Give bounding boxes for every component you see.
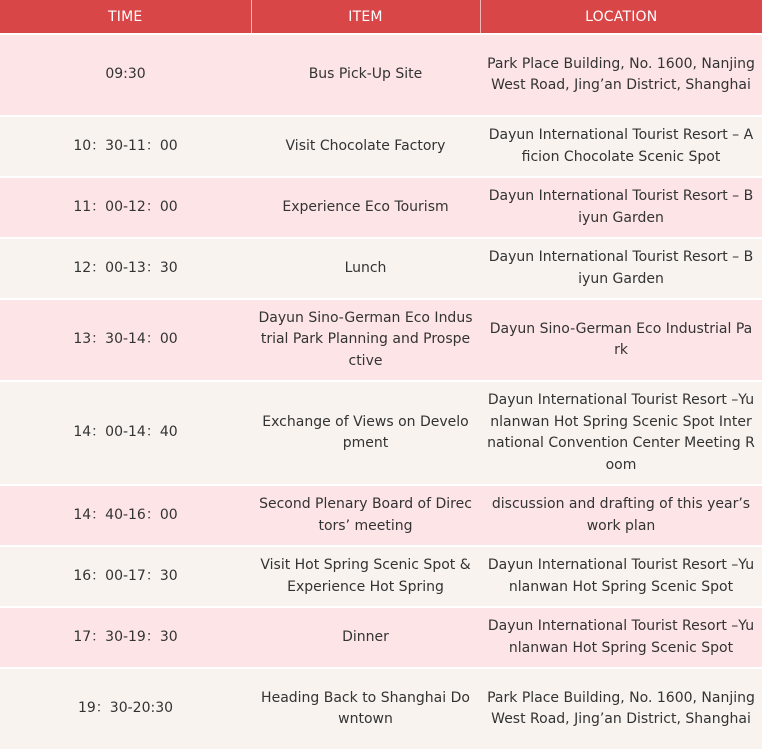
item-cell: Visit Hot Spring Scenic Spot & Experience Hot Spring	[251, 546, 480, 607]
table-row	[0, 34, 762, 116]
item-cell: Exchange of Views on Development	[251, 381, 480, 485]
item-cell: Experience Eco Tourism	[251, 177, 480, 238]
time-cell: 11：00-12：00	[0, 177, 251, 238]
table-row	[0, 177, 762, 238]
header-row	[0, 0, 762, 34]
item-cell: Lunch	[251, 238, 480, 299]
time-cell: 09:30	[0, 34, 251, 116]
time-cell: 17：30-19：30	[0, 607, 251, 668]
header-item: ITEM	[251, 0, 480, 34]
item-cell: Bus Pick-Up Site	[251, 34, 480, 116]
time-cell: 14：00-14：40	[0, 381, 251, 485]
location-cell: discussion and drafting of this year’s work plan	[480, 485, 762, 546]
header-time: TIME	[0, 0, 251, 34]
location-cell: Dayun International Tourist Resort – Aficion Chocolate Scenic Spot	[480, 116, 762, 177]
location-cell: Dayun International Tourist Resort – Biyun Garden	[480, 238, 762, 299]
location-cell: Park Place Building, No. 1600, Nanjing West Road, Jing’an District, Shanghai	[480, 34, 762, 116]
time-cell: 13：30-14：00	[0, 299, 251, 381]
item-cell: Second Plenary Board of Directors’ meeting	[251, 485, 480, 546]
time-cell: 19：30-20:30	[0, 668, 251, 749]
location-cell: Dayun International Tourist Resort –Yunlanwan Hot Spring Scenic Spot	[480, 546, 762, 607]
location-cell: Dayun International Tourist Resort – Biyun Garden	[480, 177, 762, 238]
table-row	[0, 607, 762, 668]
time-cell: 14：40-16：00	[0, 485, 251, 546]
item-cell: Heading Back to Shanghai Downtown	[251, 668, 480, 749]
table-row	[0, 238, 762, 299]
location-cell: Park Place Building, No. 1600, Nanjing West Road, Jing’an District, Shanghai	[480, 668, 762, 749]
location-cell: Dayun International Tourist Resort –Yunlanwan Hot Spring Scenic Spot International Convention Center Meeting Room	[480, 381, 762, 485]
time-cell: 12：00-13：30	[0, 238, 251, 299]
table-row	[0, 116, 762, 177]
table-row	[0, 668, 762, 749]
time-cell: 16：00-17：30	[0, 546, 251, 607]
item-cell: Visit Chocolate Factory	[251, 116, 480, 177]
location-cell: Dayun International Tourist Resort –Yunlanwan Hot Spring Scenic Spot	[480, 607, 762, 668]
table-row	[0, 546, 762, 607]
item-cell: Dinner	[251, 607, 480, 668]
table-row	[0, 485, 762, 546]
header-location: LOCATION	[480, 0, 762, 34]
location-cell: Dayun Sino-German Eco Industrial Park	[480, 299, 762, 381]
item-cell: Dayun Sino-German Eco Industrial Park Planning and Prospective	[251, 299, 480, 381]
time-cell: 10：30-11：00	[0, 116, 251, 177]
table-row	[0, 299, 762, 381]
table-row	[0, 381, 762, 485]
